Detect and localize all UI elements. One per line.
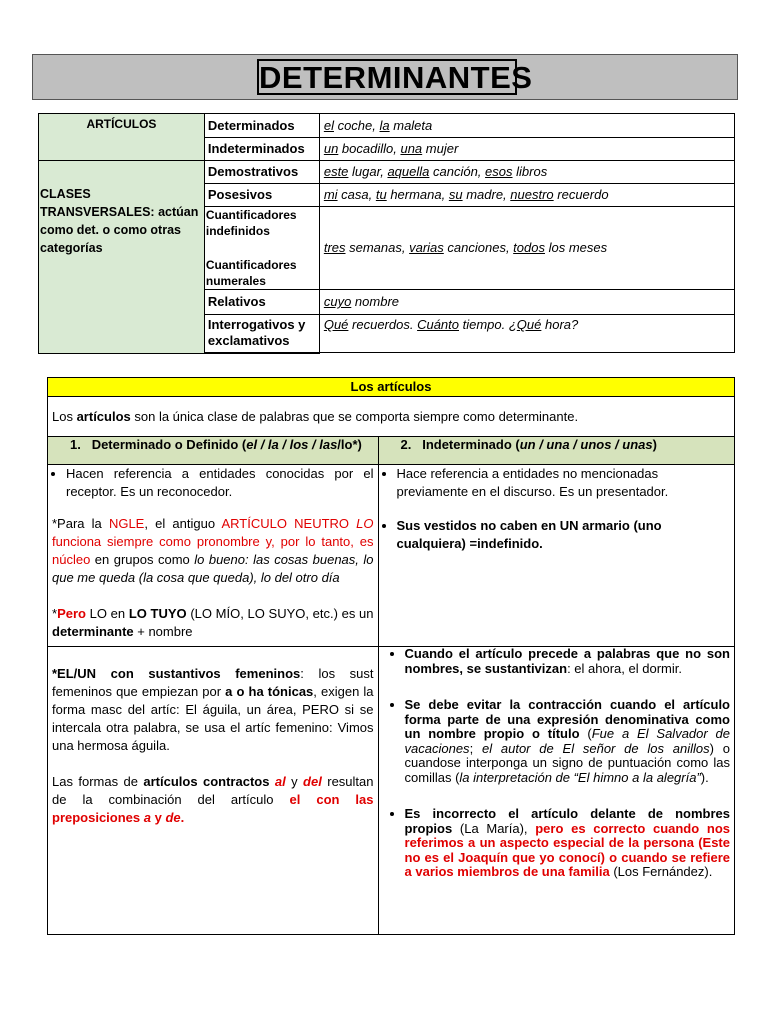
title-banner	[32, 54, 738, 100]
row-example-interrogativos: Qué recuerdos. Cuánto tiempo. ¿Qué hora?	[319, 315, 734, 353]
section-title: Los artículos	[48, 378, 735, 397]
row-example-cuantificadores: tres semanas, varias canciones, todos los meses	[319, 207, 734, 290]
lo-tuyo-paragraph: *Pero LO en LO TUYO (LO MÍO, LO SUYO, etc.) es un determinante + nombre	[52, 606, 374, 639]
list-item: • Hace referencia a entidades no mencionadas previamente en el discurso. Es un presentador.	[397, 465, 730, 501]
list-item: • Hacen referencia a entidades conocidas por el receptor. Es un reconocedor.	[66, 465, 374, 501]
page-title: DETERMINANTES	[259, 60, 533, 95]
determinantes-table	[38, 113, 735, 354]
contractos-paragraph: Las formas de artículos contractos al y del resultan de la combinación del artículo el con las preposiciones a y de.	[52, 774, 374, 825]
row-label-demostrativos: Demostrativos	[204, 161, 319, 184]
row-label-posesivos: Posesivos	[204, 184, 319, 207]
label-cuantificadores-indefinidos: Cuantificadores indefinidos	[205, 208, 297, 238]
determinado-cell	[48, 465, 379, 647]
indeterminado-cell	[378, 465, 734, 647]
list-item: • Sus vestidos no caben en UN armario (uno cualquiera) =indefinido.	[397, 517, 730, 553]
row-example-demostrativos: este lugar, aquella canción, esos libros	[319, 161, 734, 184]
row-label-determinados: Determinados	[204, 114, 319, 138]
ngle-paragraph: *Para la NGLE, el antiguo ARTÍCULO NEUTRO LO funciona siempre como pronombre y, por lo tanto, es núcleo en grupos como lo bueno: las cosas buenas, lo que me queda (la cosa que queda), lo del otro día	[52, 516, 374, 585]
list-item: • Cuando el artículo precede a palabras que no son nombres, se sustantivizan: el ahora, el dormir.	[405, 647, 730, 676]
clases-transversales-label: CLASES TRANSVERSALES: actúan como det. o como otras categorías	[39, 161, 205, 354]
row-example-posesivos: mi casa, tu hermana, su madre, nuestro recuerdo	[319, 184, 734, 207]
articulos-table	[47, 377, 735, 935]
intro-text: Los artículos son la única clase de palabras que se comporta siempre como determinante.	[48, 397, 735, 437]
list-item: • Es incorrecto el artículo delante de nombres propios (La María), pero es correcto cuando nos referimos a un aspecto especial de la persona (Este no es el Joaquín que yo conocí) o cuando se refiere a varios miembros de una familia (Los Fernández).	[405, 807, 730, 880]
usos-cell	[378, 647, 734, 935]
femeninos-cell	[48, 647, 379, 935]
column-header-determinado: 1. Determinado o Definido (el / la / los / las/lo*)	[48, 437, 379, 465]
list-item: • Se debe evitar la contracción cuando el artículo forma parte de una expresión denominativa como un nombre propio o título (Fue a El Salvador de vacaciones; el autor de El señor de los anillos) o cuandose interponga un signo de puntuación como las comillas (la interpretación de “El himno a la alegría”).	[405, 698, 730, 785]
column-header-indeterminado: 2. Indeterminado (un / una / unos / unas)	[378, 437, 734, 465]
articulos-label: ARTÍCULOS	[39, 114, 205, 161]
row-label-relativos: Relativos	[204, 290, 319, 315]
row-example-determinados: el coche, la maleta	[319, 114, 734, 138]
label-cuantificadores-numerales: Cuantificadores numerales	[205, 258, 297, 288]
row-label-interrogativos: Interrogativos y exclamativos	[204, 315, 319, 353]
row-label-indeterminados: Indeterminados	[204, 138, 319, 161]
row-label-cuantificadores	[204, 207, 319, 290]
femeninos-paragraph: *EL/UN con sustantivos femeninos: los sust femeninos que empiezan por a o ha tónicas, exigen la forma masc del artíc: El águila, un área, PERO si se intercala otra palabra, se usa el artíc femenino: Vimos una hermosa águila.	[52, 666, 374, 753]
row-example-relativos: cuyo nombre	[319, 290, 734, 315]
row-example-indeterminados: un bocadillo, una mujer	[319, 138, 734, 161]
